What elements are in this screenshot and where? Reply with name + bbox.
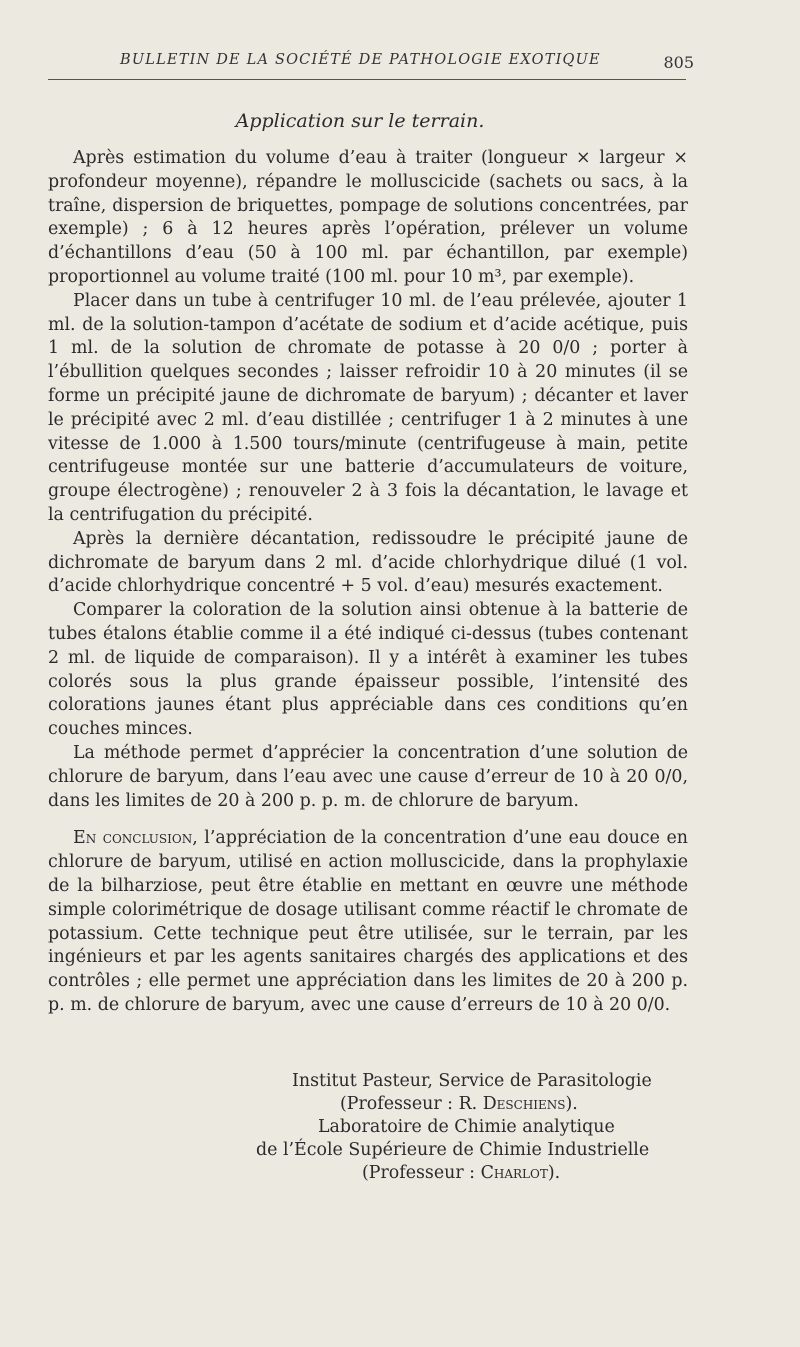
signature-professor-2 xyxy=(362,1162,800,1186)
signature-prefix: (Professeur : xyxy=(362,1163,481,1183)
signature-laboratory: Laboratoire de Chimie analytique xyxy=(318,1117,615,1137)
body-text xyxy=(48,147,688,1018)
signature-suffix: ). xyxy=(547,1163,561,1183)
paragraph: Après estimation du volume d’eau à traiter (longueur × largeur × profondeur moyenne), répandre le molluscicide (sachets ou sacs, à la traîne, dispersion de briquettes, pompage de solutions concentrées, par exemple) ; 6 à 12 heures après l’opération, prélever un volume d’échantillons d’eau (50 à 100 ml. par échantillon, par exemple) proportionnel au volume traité (100 ml. pour 10 m³, par exemple). xyxy=(48,148,688,287)
page-number: 805 xyxy=(663,53,694,72)
signature-name: Deschiens xyxy=(482,1094,566,1114)
journal-title: BULLETIN DE LA SOCIÉTÉ DE PATHOLOGIE EXOTIQUE xyxy=(120,52,601,68)
paragraph: Après la dernière décantation, redissoudre le précipité jaune de dichromate de baryum dans 2 ml. d’acide chlorhydrique dilué (1 vol. d’acide chlorhydrique concentré + 5 vol. d’eau) mesurés exactement. xyxy=(48,528,688,597)
signature-name: Charlot xyxy=(480,1163,548,1183)
conclusion-paragraph xyxy=(48,827,688,1017)
paragraph: Comparer la coloration de la solution ainsi obtenue à la batterie de tubes étalons établie comme il a été indiqué ci-dessus (tubes contenant 2 ml. de liquide de comparaison). Il y a intérêt à examiner les tubes colorés sous la plus grande épaisseur possible, l’intensité des colorations jaunes étant plus appréciable dans ces conditions qu’en couches minces. xyxy=(48,600,688,740)
conclusion-text: , l’appréciation de la concentration d’une eau douce en chlorure de baryum, utilisé en action molluscicide, dans la prophylaxie de la bilharziose, peut être établie en mettant en œuvre une méthode simple colorimétrique de dosage utilisant comme réactif le chromate de potassium. Cette technique peut être utilisée, sur le terrain, par les ingénieurs et par les agents sanitaires chargés des applications et des contrôles ; elle permet une appréciation dans les limites de 20 à 200 p. p. m. de chlorure de baryum, avec une cause d’erreurs de 10 à 20 0/0. xyxy=(48,828,688,1015)
signature-institute: Institut Pasteur, Service de Parasitologie xyxy=(292,1071,652,1091)
header-rule xyxy=(48,79,686,80)
conclusion-lead: En conclusion xyxy=(73,828,193,849)
running-head xyxy=(48,52,704,76)
signature-suffix: ). xyxy=(565,1094,578,1114)
section-heading: Application sur le terrain. xyxy=(235,110,485,132)
signature-prefix: (Professeur : R. xyxy=(340,1094,483,1114)
paragraph: Placer dans un tube à centrifuger 10 ml. de l’eau prélevée, ajouter 1 ml. de la solution-tampon d’acétate de sodium et d’acide acétique, puis 1 ml. de la solution de chromate de potasse à 20 0/0 ; porter à l’ébullition quelques secondes ; laisser refroidir 10 à 20 minutes (il se forme un précipité jaune de dichromate de baryum) ; décanter et laver le précipité avec 2 ml. d’eau distillée ; centrifuger 1 à 2 minutes à une vitesse de 1.000 à 1.500 tours/minute (centrifugeuse à main, petite centrifugeuse montée sur une batterie d’accumulateurs de voiture, groupe électrogène) ; renouveler 2 à 3 fois la décantation, le lavage et la centrifugation du précipité. xyxy=(48,290,688,525)
signature-professor-1 xyxy=(340,1093,800,1117)
signature-school: de l’École Supérieure de Chimie Industrielle xyxy=(256,1140,650,1160)
paragraph: La méthode permet d’apprécier la concentration d’une solution de chlorure de baryum, dans l’eau avec une cause d’erreur de 10 à 20 0/0, dans les limites de 20 à 200 p. p. m. de chlorure de baryum. xyxy=(48,742,688,811)
